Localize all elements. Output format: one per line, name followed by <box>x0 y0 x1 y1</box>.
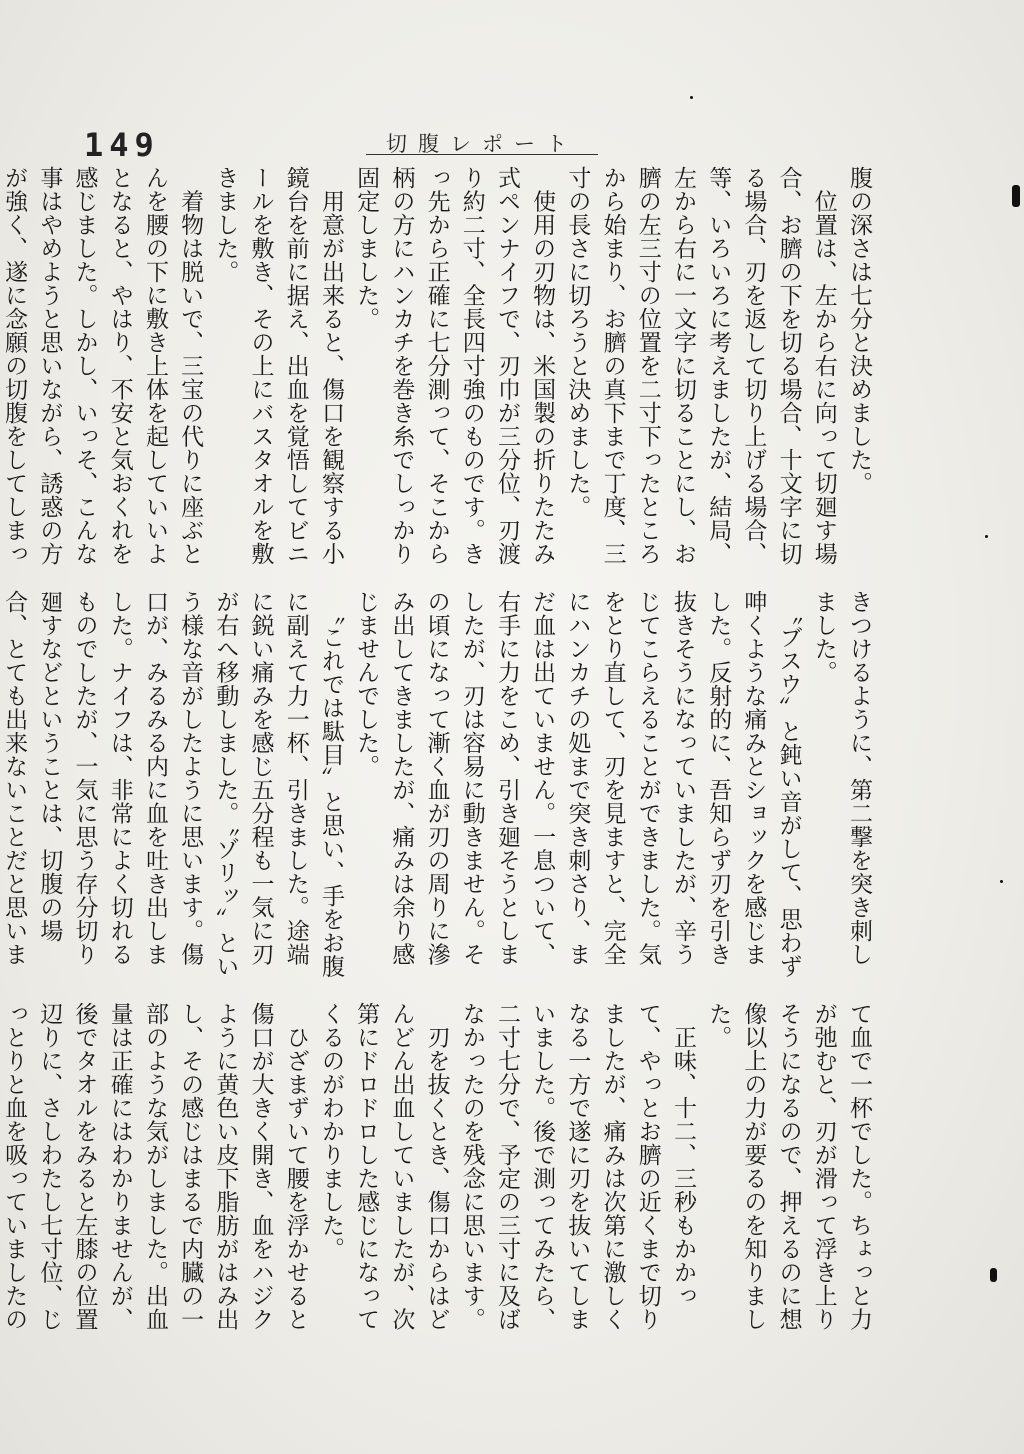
paragraph: 腹の深さは七分と決めました。 <box>846 166 872 495</box>
paragraph: 用意が出来ると、傷口を観察する小鏡台を前に据え、出血を覚悟してビニールを敷き、その上にバスタオルを敷きました。 <box>212 166 344 566</box>
running-head: 切腹レポート <box>386 132 578 156</box>
paragraph: 着物は脱いで、三宝の代りに座ぶとんを腰の下に敷き上体を起していいよとなると、やはり、不安と気おくれを感じました。しかし、いっそ、こんな事はやめようと思いながら、誘惑の方が強く、遂に念願の切腹をしてしまっ <box>1 166 204 566</box>
ink-speck <box>985 535 988 538</box>
running-head-rule <box>366 154 598 155</box>
paragraph: て血で一杯でした。ちょっと力が弛むと、刃が滑って浮き上りそうになるので、押えるのに想像以上の力が要るのを知りました。 <box>705 1002 872 1331</box>
ink-speck <box>990 1268 997 1282</box>
paragraph: きつけるように、第二撃を突き刺しました。 <box>810 590 872 966</box>
text-block-middle <box>1 590 876 988</box>
ink-speck <box>1000 880 1003 883</box>
text-block-lower <box>1 1002 876 1352</box>
paragraph: 位置は、左から右に向って切廻す場合、お臍の下を切る場合、十文字に切る場合、刃を返して切り上げる場合、等、いろいろに考えましたが、結局、左から右に一文字に切ることにし、お臍の左三寸の位置を二寸下ったところから始まり、お臍の真下まで丁度、三寸の長さに切ろうと決めました。 <box>564 166 837 566</box>
ink-speck <box>1012 185 1020 207</box>
text-block-upper <box>1 166 876 582</box>
paragraph: 〝ブスウ〟と鈍い音がして、思わず呻くような痛みとショックを感じました。反射的に、吾知らず刃を引き抜きそうになっていましたが、辛うじてこらえることができました。気をとり直して、刃を見ますと、完全にハンカチの処まで突き刺さり、まだ血は出ていません。一息ついて、右手に力をこめ、引き廻そうとしましたが、刃は容易に動きません。その頃になって漸く血が刃の周りに滲み出してきましたが、痛みは余り感じませんでした。 <box>353 590 802 978</box>
paragraph: 〝これでは駄目〟と思い、手をお腹に副えて力一杯、引きました。途端に鋭い痛みを感じ五分程も一気に刃が右へ移動しました。〝ゾリッ〟という様な音がしたように思います。傷口が、みるみる内に血を吐き出しました。ナイフは、非常によく切れるものでしたが、一気に思う存分切り廻すなどということは、切腹の場合、とても出来ないことだと思いま <box>1 590 344 978</box>
paragraph: 刃を抜くとき、傷口からはどんどん出血していましたが、次第にドロドロした感じになってくるのがわかりました。 <box>317 1002 450 1331</box>
ink-speck <box>690 96 693 99</box>
paragraph: ひざまずいて腰を浮かせると傷口が大きく開き、血をハジクように黄色い皮下脂肪がはみ出し、その感じはまるで内臓の一部のような気がしました。出血量は正確にはわかりませんが、後でタオルをみると左膝の位置辺りに、さしわたし七寸位、じっとりと血を吸っていましたの <box>1 1002 309 1331</box>
paragraph: 使用の刃物は、米国製の折りたたみ式ペンナイフで、刃巾が三分位、刃渡り約二寸、全長四寸強のものです。きっ先から正確に七分測って、そこから柄の方にハンカチを巻き糸でしっかり固定しました。 <box>353 166 556 566</box>
paragraph: 正味、十二、三秒もかかって、やっとお臍の近くまで切りましたが、痛みは次第に激しくなる一方で遂に刃を抜いてしまいました。後で測ってみたら、二寸七分で、予定の三寸に及ばなかったのを残念に思います。 <box>458 1002 696 1331</box>
page-number: 149 <box>84 126 160 164</box>
